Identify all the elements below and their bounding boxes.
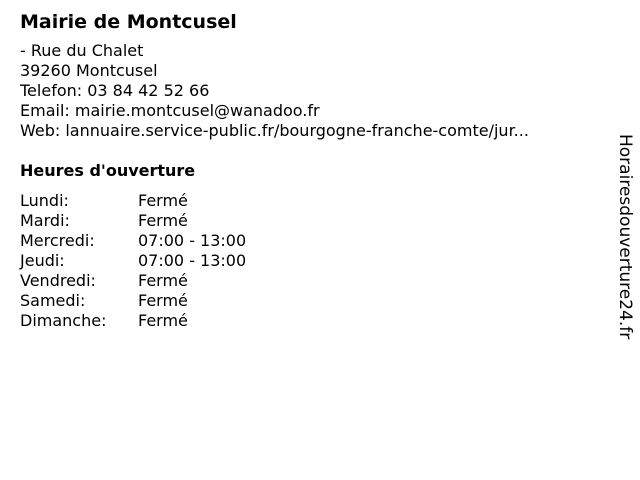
street-address: - Rue du Chalet — [20, 41, 144, 60]
day-label: Mardi: — [20, 211, 70, 230]
day-label: Dimanche: — [20, 311, 107, 330]
email-address: Email: mairie.montcusel@wanadoo.fr — [20, 101, 320, 120]
hours-row-saturday — [20, 291, 246, 311]
hours-row-friday — [20, 271, 246, 291]
day-hours: Fermé — [138, 191, 188, 210]
day-hours: Fermé — [138, 311, 188, 330]
listing-card — [20, 9, 600, 331]
site-watermark: Horairesdouverture24.fr — [615, 134, 635, 340]
phone-number: Telefon: 03 84 42 52 66 — [20, 81, 210, 100]
opening-hours-table — [20, 191, 246, 331]
day-label: Jeudi: — [20, 251, 65, 270]
hours-row-wednesday — [20, 231, 246, 251]
day-label: Samedi: — [20, 291, 86, 310]
day-hours: 07:00 - 13:00 — [138, 251, 247, 270]
day-hours: Fermé — [138, 291, 188, 310]
hours-row-tuesday — [20, 211, 246, 231]
website-url: Web: lannuaire.service-public.fr/bourgogne-franche-comte/jur... — [20, 121, 529, 140]
day-label: Lundi: — [20, 191, 69, 210]
day-label: Vendredi: — [20, 271, 96, 290]
day-hours: 07:00 - 13:00 — [138, 231, 247, 250]
day-label: Mercredi: — [20, 231, 95, 250]
hours-row-monday — [20, 191, 246, 211]
day-hours: Fermé — [138, 271, 188, 290]
hours-row-sunday — [20, 311, 246, 331]
opening-hours-heading: Heures d'ouverture — [20, 161, 196, 180]
business-title: Mairie de Montcusel — [20, 11, 237, 33]
postal-city: 39260 Montcusel — [20, 61, 158, 80]
hours-row-thursday — [20, 251, 246, 271]
day-hours: Fermé — [138, 211, 188, 230]
